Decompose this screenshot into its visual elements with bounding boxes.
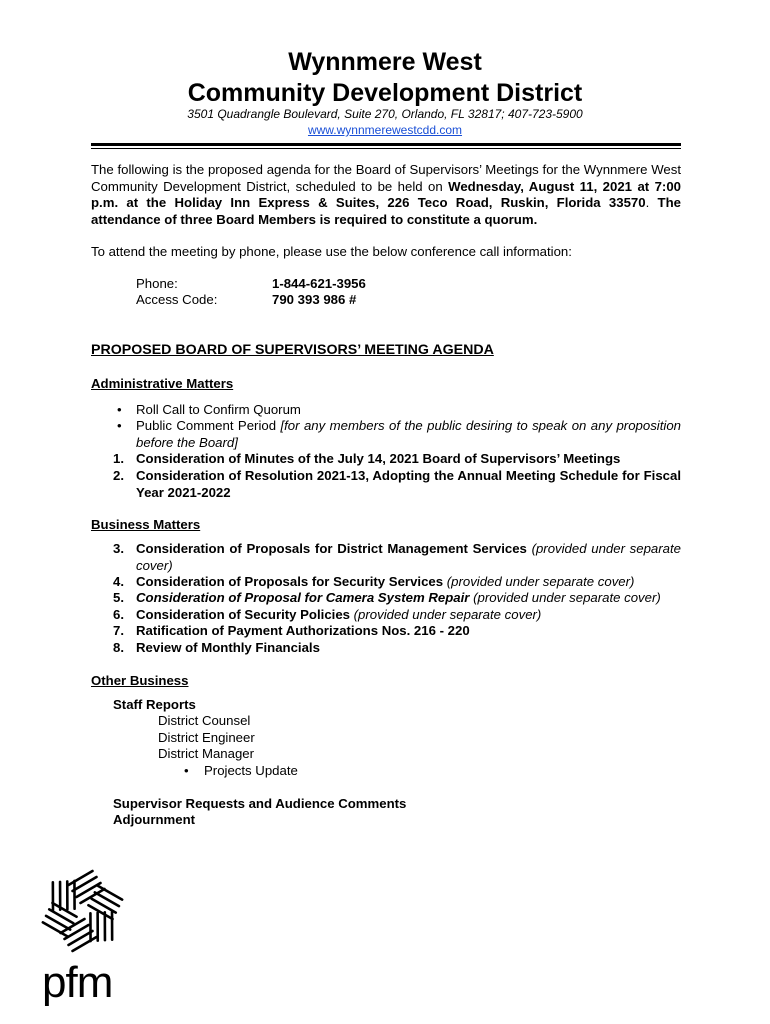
phone-label: Phone: — [136, 276, 178, 291]
phone-number: 1-844-621-3956 — [272, 276, 366, 291]
district-engineer: District Engineer — [158, 730, 255, 745]
access-code-value: 790 393 986 # — [272, 292, 357, 307]
bullet-icon: • — [117, 402, 122, 417]
item-title: Consideration of Proposals for District Management Services — [136, 541, 527, 556]
website-link[interactable]: www.wynnmerewestcdd.com — [307, 123, 463, 137]
intro-paragraph — [91, 162, 681, 228]
other-business-heading: Other Business — [91, 673, 189, 688]
list-item — [113, 451, 681, 468]
camera-repair-item — [136, 590, 681, 607]
item-number: 2. — [113, 468, 124, 483]
item-title: Consideration of Security Policies — [136, 607, 350, 622]
business-matters-heading: Business Matters — [91, 517, 201, 532]
list-item — [113, 574, 681, 591]
monthly-financials-item: Review of Monthly Financials — [136, 640, 320, 655]
item-number: 1. — [113, 451, 124, 466]
pfm-logo-text: pfm — [42, 958, 113, 1007]
bullet-icon: • — [117, 418, 122, 433]
district-name: Wynnmere West — [288, 48, 482, 76]
item-title: Consideration of Proposal for Camera System Repair — [136, 590, 470, 605]
phone-instructions: To attend the meeting by phone, please use the below conference call information: — [91, 244, 572, 259]
supervisor-requests: Supervisor Requests and Audience Comments — [113, 796, 407, 811]
roll-call-item: Roll Call to Confirm Quorum — [136, 402, 301, 417]
item-number: 4. — [113, 574, 124, 589]
district-counsel: District Counsel — [158, 713, 251, 728]
quorum-notice: The attendance of three Board Members is required to constitute a quorum. — [91, 195, 681, 227]
district-manager: District Manager — [158, 746, 255, 761]
list-item — [113, 590, 681, 607]
item-title: Consideration of Proposals for Security Services — [136, 574, 444, 589]
item-note: (provided under separate cover) — [136, 541, 681, 573]
staff-reports-label: Staff Reports — [113, 697, 196, 712]
public-comment-note: [for any members of the public desiring to speak on any proposition before the Board] — [136, 418, 681, 450]
pfm-logo-icon — [35, 866, 130, 956]
minutes-item: Consideration of Minutes of the July 14, 2021 Board of Supervisors’ Meetings — [136, 451, 621, 466]
list-item — [113, 607, 681, 624]
list-item — [113, 402, 681, 419]
adjournment: Adjournment — [113, 812, 196, 827]
list-item — [113, 640, 681, 657]
list-item — [113, 418, 681, 451]
district-address: 3501 Quadrangle Boulevard, Suite 270, Orlando, FL 32817; 407-723-5900 — [187, 107, 583, 121]
list-item — [113, 468, 681, 501]
access-code-label: Access Code: — [136, 292, 218, 307]
item-number: 3. — [113, 541, 124, 556]
item-number: 6. — [113, 607, 124, 622]
projects-update: Projects Update — [204, 763, 298, 778]
item-number: 8. — [113, 640, 124, 655]
district-subtitle: Community Development District — [187, 79, 583, 107]
item-number: 7. — [113, 623, 124, 638]
agenda-title: PROPOSED BOARD OF SUPERVISORS’ MEETING AGENDA — [91, 342, 494, 358]
bullet-icon: • — [184, 763, 189, 778]
item-note: (provided under separate cover) — [349, 607, 542, 622]
public-comment-item — [136, 418, 681, 451]
admin-matters-heading: Administrative Matters — [91, 376, 234, 391]
management-services-item — [136, 541, 681, 574]
intro-end: . — [645, 195, 650, 210]
list-item — [113, 623, 681, 640]
item-note: (provided under separate cover) — [469, 590, 661, 605]
header-divider-thick — [91, 143, 681, 146]
payment-authorizations-item: Ratification of Payment Authorizations Nos. 216 - 220 — [136, 623, 470, 638]
public-comment-label: Public Comment Period — [136, 418, 281, 433]
meeting-details: Wednesday, August 11, 2021 at 7:00 p.m. at the Holiday Inn Express & Suites, 226 Teco Road, Ruskin, Florida 33570 — [91, 178, 681, 210]
list-item — [113, 541, 681, 574]
resolution-item: Consideration of Resolution 2021-13, Adopting the Annual Meeting Schedule for Fiscal Year 2021-2022 — [136, 468, 681, 500]
item-number: 5. — [113, 590, 124, 605]
header-divider-thin — [91, 148, 681, 149]
item-note: (provided under separate cover) — [443, 574, 635, 589]
intro-text: The following is the proposed agenda for the Board of Supervisors’ Meetings for the Wynnmere West Community Development District, scheduled to be held on — [91, 162, 681, 194]
security-services-item — [136, 574, 681, 591]
security-policies-item — [136, 607, 681, 624]
